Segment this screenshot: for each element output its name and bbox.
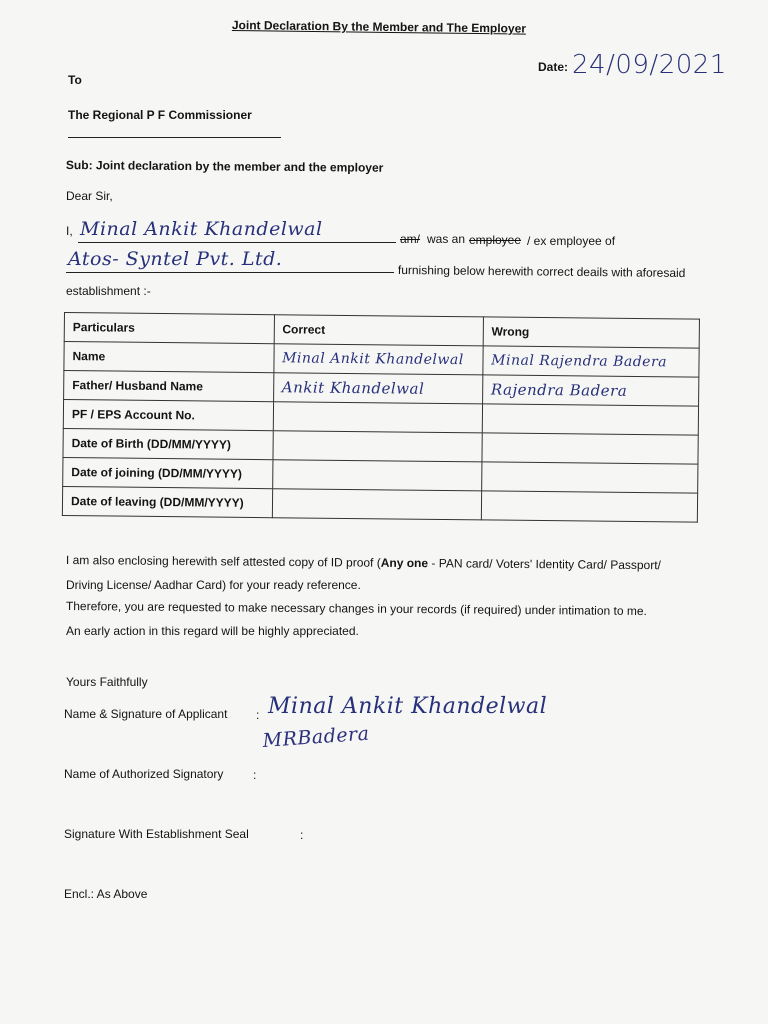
- request-line: Therefore, you are requested to make necessary changes in your records (if required) under intimation to me.: [65, 599, 647, 619]
- establishment-text: establishment :-: [66, 284, 151, 298]
- document-title: Joint Declaration By the Member and The Employer: [231, 18, 527, 36]
- member-name-line: [78, 242, 396, 243]
- establishment-seal-label: Signature With Establishment Seal: [64, 827, 249, 841]
- applicant-name-handwritten: Minal Ankit Khandelwal: [268, 694, 548, 719]
- applicant-signature: MRBadera: [262, 722, 371, 752]
- ex-employee-text: / ex employee of: [527, 234, 616, 248]
- authorized-colon: :: [253, 768, 257, 782]
- to-label: To: [68, 73, 82, 87]
- employee-struck: employee: [469, 233, 522, 247]
- was-an-text: was an: [427, 232, 466, 246]
- correction-table: [62, 312, 700, 523]
- employer-name-handwritten: Atos- Syntel Pvt. Ltd.: [68, 248, 283, 270]
- table-row: [62, 486, 697, 522]
- enclosure-note: Encl.: As Above: [64, 887, 148, 901]
- enclosure-text-b: - PAN card/ Voters' Identity Card/ Passport/: [428, 556, 661, 573]
- authorized-signatory-label: Name of Authorized Signatory: [64, 767, 224, 781]
- member-name-handwritten: Minal Ankit Khandelwal: [80, 218, 323, 240]
- employer-name-line: [66, 272, 394, 273]
- header-particulars: Particulars: [64, 313, 274, 344]
- row-label: PF / EPS Account No.: [63, 400, 273, 431]
- date-value: 24/09/2021: [572, 50, 727, 80]
- row-label: Name: [64, 342, 274, 373]
- row-label: Date of Birth (DD/MM/YYYY): [63, 428, 273, 459]
- enclosure-line-2: Driving License/ Aadhar Card) for your ready reference.: [66, 578, 361, 592]
- correct-value: Minal Ankit Khandelwal: [282, 350, 464, 369]
- am-struck: am/: [400, 232, 421, 246]
- furnishing-text: furnishing below herewith correct deails with aforesaid: [397, 263, 686, 281]
- seal-colon: :: [300, 828, 304, 842]
- applicant-colon: :: [256, 708, 260, 722]
- correct-value: Ankit Khandelwal: [281, 378, 425, 398]
- enclosure-text-a: I am also enclosing herewith self attested copy of ID proof (: [65, 553, 381, 570]
- row-label: Date of leaving (DD/MM/YYYY): [62, 486, 272, 517]
- addressee-name: The Regional P F Commissioner: [68, 108, 252, 122]
- wrong-value: Minal Rajendra Badera: [491, 352, 668, 371]
- header-correct: Correct: [274, 315, 483, 346]
- subject-line: Sub: Joint declaration by the member and the employer: [65, 158, 384, 175]
- addressee-underline: [68, 137, 281, 138]
- appreciation-line: An early action in this regard will be highly appreciated.: [66, 624, 359, 638]
- enclosure-text-bold: Any one: [380, 555, 429, 571]
- header-wrong: Wrong: [483, 317, 700, 348]
- row-label: Date of joining (DD/MM/YYYY): [63, 457, 273, 488]
- row-label: Father/ Husband Name: [64, 371, 274, 402]
- enclosure-line-1: [66, 553, 661, 572]
- applicant-label: Name & Signature of Applicant: [64, 707, 228, 721]
- declaration-prefix: I,: [66, 224, 73, 238]
- date-label: Date:: [538, 60, 569, 74]
- yours-faithfully: Yours Faithfully: [66, 675, 148, 689]
- salutation: Dear Sir,: [66, 189, 113, 203]
- wrong-value: Rajendra Badera: [490, 380, 628, 400]
